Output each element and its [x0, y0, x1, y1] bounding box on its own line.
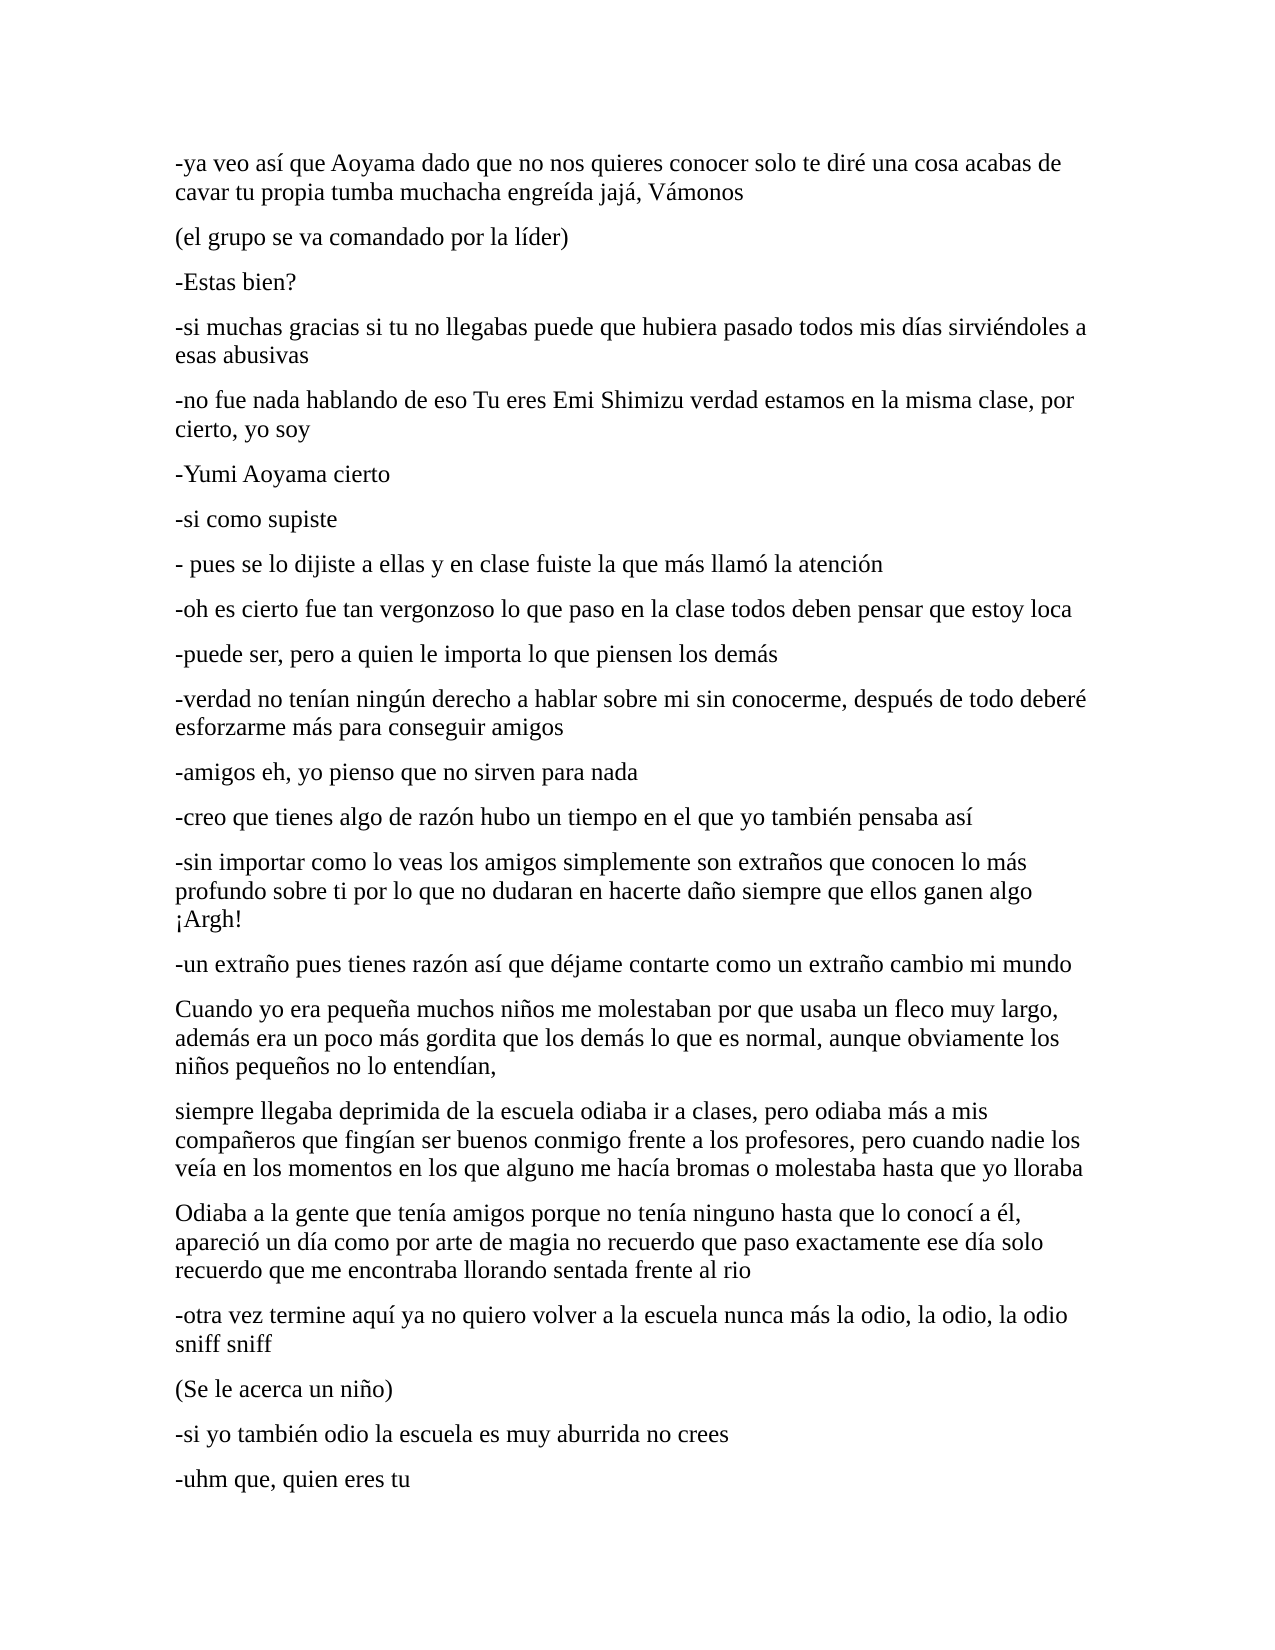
paragraph: -no fue nada hablando de eso Tu eres Emi Shimizu verdad estamos en la misma clase, por cierto, yo soy — [175, 387, 1075, 443]
paragraph: -sin importar como lo veas los amigos simplemente son extraños que conocen lo más profundo sobre ti por lo que no dudaran en hacerte daño siempre que ellos ganen algo ¡Argh! — [175, 849, 1033, 933]
paragraph: - pues se lo dijiste a ellas y en clase fuiste la que más llamó la atención — [175, 550, 884, 578]
paragraph: -oh es cierto fue tan vergonzoso lo que paso en la clase todos deben pensar que estoy loca — [175, 595, 1073, 623]
paragraph: siempre llegaba deprimida de la escuela odiaba ir a clases, pero odiaba más a mis compañeros que fingían ser buenos conmigo frente a los profesores, pero cuando nadie los veía en los momentos en los que alguno me hacía bromas o molestaba hasta que yo lloraba — [175, 1098, 1084, 1182]
paragraph: Cuando yo era pequeña muchos niños me molestaban por que usaba un fleco muy largo, además era un poco más gordita que los demás lo que es normal, aunque obviamente los niños pequeños no lo entendían, — [175, 996, 1060, 1080]
paragraph: -Estas bien? — [175, 268, 297, 296]
paragraph: -ya veo así que Aoyama dado que no nos quieres conocer solo te diré una cosa acabas de cavar tu propia tumba muchacha engreída jajá, Vámonos — [175, 150, 1062, 206]
paragraph: -Yumi Aoyama cierto — [175, 460, 391, 488]
paragraph: -si como supiste — [175, 505, 338, 533]
paragraph: -si yo también odio la escuela es muy aburrida no crees — [175, 1420, 729, 1448]
paragraph: -otra vez termine aquí ya no quiero volver a la escuela nunca más la odio, la odio, la odio sniff sniff — [175, 1302, 1068, 1358]
paragraph: -un extraño pues tienes razón así que déjame contarte como un extraño cambio mi mundo — [175, 951, 1072, 978]
paragraph: -amigos eh, yo pienso que no sirven para nada — [175, 759, 639, 786]
paragraph: -si muchas gracias si tu no llegabas puede que hubiera pasado todos mis días sirviéndoles a esas abusivas — [175, 313, 1087, 369]
paragraph: -creo que tienes algo de razón hubo un tiempo en el que yo también pensaba así — [175, 804, 973, 831]
paragraph: -verdad no tenían ningún derecho a hablar sobre mi sin conocerme, después de todo deberé esforzarme más para conseguir amigos — [175, 685, 1087, 741]
paragraph: (Se le acerca un niño) — [175, 1375, 393, 1403]
paragraph: -uhm que, quien eres tu — [175, 1465, 411, 1493]
paragraph: Odiaba a la gente que tenía amigos porque no tenía ninguno hasta que lo conocí a él, apareció un día como por arte de magia no recuerdo que paso exactamente ese día solo recuerdo que me encontraba llorando sentada frente al rio — [175, 1200, 1044, 1284]
paragraph: -puede ser, pero a quien le importa lo que piensen los demás — [175, 640, 778, 668]
paragraph: (el grupo se va comandado por la líder) — [175, 223, 569, 251]
